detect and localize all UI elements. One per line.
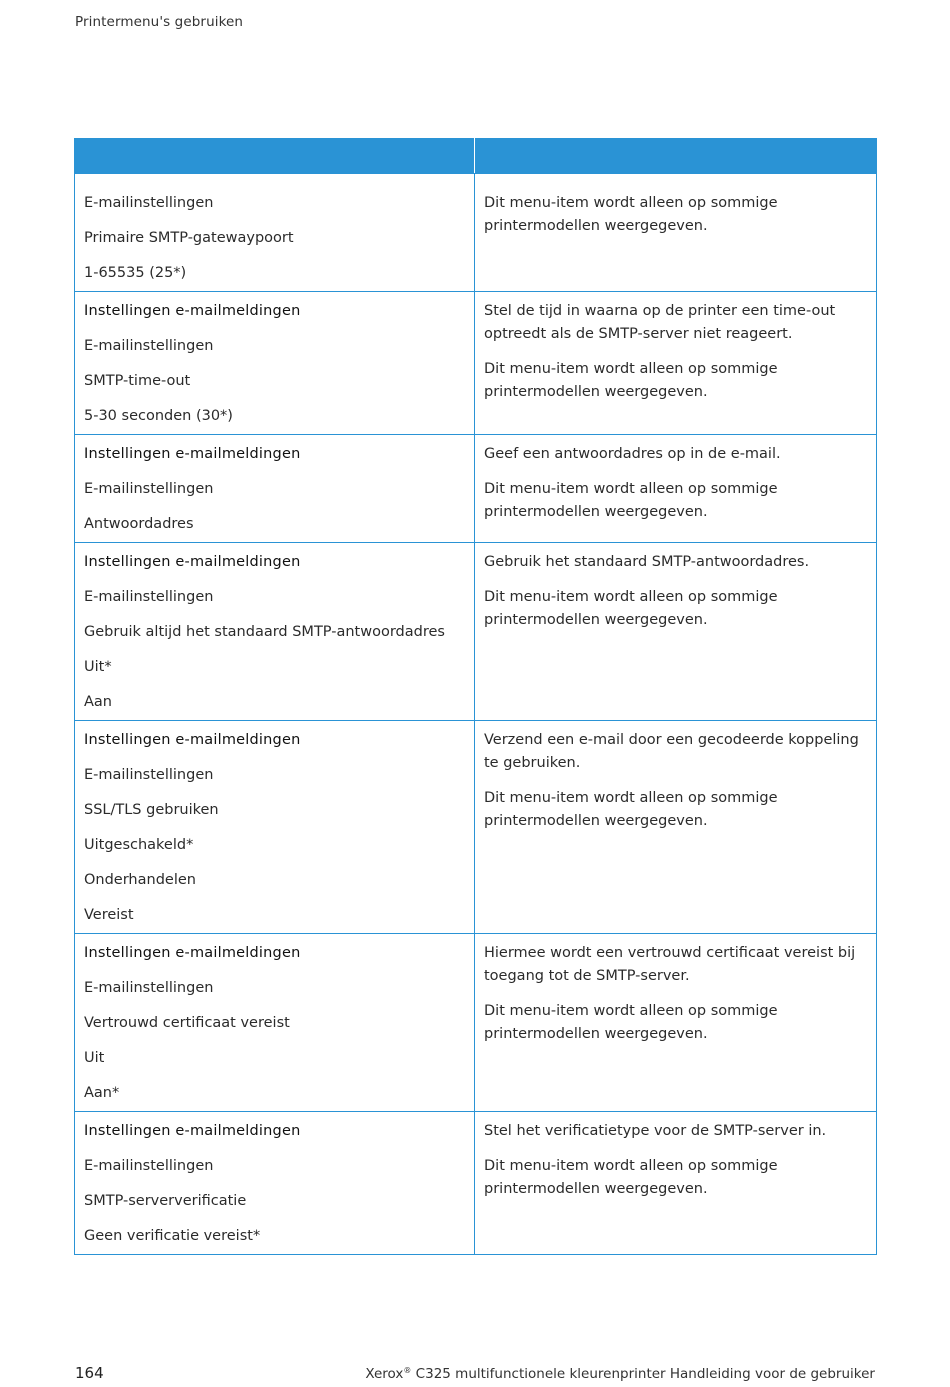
menu-path-segment: E-mailinstellingen xyxy=(84,338,214,354)
description-cell xyxy=(475,934,877,1112)
menu-setting-name: SSL/TLS gebruiken xyxy=(84,802,219,818)
table-row xyxy=(75,934,877,1112)
menu-setting-value: Vereist xyxy=(84,907,134,923)
description-note: Dit menu-item wordt alleen op sommige printermodellen weergegeven. xyxy=(484,1003,778,1042)
footer-brand: Xerox xyxy=(365,1366,404,1382)
table-header-row xyxy=(75,139,877,174)
menu-path-head: Instellingen e-mailmeldingen xyxy=(84,1123,301,1139)
menu-path-segment: E-mailinstellingen xyxy=(84,481,214,497)
menu-item-cell xyxy=(75,721,475,934)
menu-path-segment: E-mailinstellingen xyxy=(84,1158,214,1174)
menu-setting-value: Uit* xyxy=(84,659,112,675)
menu-settings-table xyxy=(74,138,877,1255)
menu-item-cell xyxy=(75,543,475,721)
description-text: Hiermee wordt een vertrouwd certificaat vereist bij toegang tot de SMTP-server. xyxy=(484,945,856,984)
description-cell xyxy=(475,543,877,721)
menu-setting-value: Onderhandelen xyxy=(84,872,196,888)
menu-setting-value: 5-30 seconden (30*) xyxy=(84,408,233,424)
description-text: Stel het verificatietype voor de SMTP-server in. xyxy=(484,1123,827,1139)
menu-setting-value: Aan xyxy=(84,694,112,710)
description-note: Dit menu-item wordt alleen op sommige printermodellen weergegeven. xyxy=(484,790,778,829)
menu-path-segment: E-mailinstellingen xyxy=(84,195,214,211)
table-row xyxy=(75,543,877,721)
table-header-description xyxy=(475,139,877,174)
description-cell xyxy=(475,1112,877,1255)
menu-path-head: Instellingen e-mailmeldingen xyxy=(84,554,301,570)
menu-setting-name: Primaire SMTP-gatewaypoort xyxy=(84,230,294,246)
description-text: Gebruik het standaard SMTP-antwoordadres. xyxy=(484,554,810,570)
menu-path-head: Instellingen e-mailmeldingen xyxy=(84,732,301,748)
page-number: 164 xyxy=(75,1364,104,1382)
description-cell xyxy=(475,721,877,934)
menu-item-cell xyxy=(75,292,475,435)
table-row xyxy=(75,435,877,543)
menu-setting-name: SMTP-time-out xyxy=(84,373,191,389)
menu-item-cell xyxy=(75,1112,475,1255)
table-row xyxy=(75,1112,877,1255)
description-note: Dit menu-item wordt alleen op sommige printermodellen weergegeven. xyxy=(484,361,778,400)
description-note: Dit menu-item wordt alleen op sommige printermodellen weergegeven. xyxy=(484,481,778,520)
menu-path-segment: E-mailinstellingen xyxy=(84,767,214,783)
menu-setting-name: Gebruik altijd het standaard SMTP-antwoordadres xyxy=(84,624,445,640)
menu-item-cell xyxy=(75,934,475,1112)
menu-path-segment: E-mailinstellingen xyxy=(84,589,214,605)
description-note: Dit menu-item wordt alleen op sommige printermodellen weergegeven. xyxy=(484,195,778,234)
menu-item-cell xyxy=(75,435,475,543)
running-header: Printermenu's gebruiken xyxy=(75,14,244,30)
menu-path-head: Instellingen e-mailmeldingen xyxy=(84,303,301,319)
table-row xyxy=(75,721,877,934)
description-cell xyxy=(475,292,877,435)
menu-path-segment: E-mailinstellingen xyxy=(84,980,214,996)
table-header-menu-item xyxy=(75,139,475,174)
running-footer xyxy=(365,1366,875,1382)
description-text: Geef een antwoordadres op in de e-mail. xyxy=(484,446,781,462)
table-row xyxy=(75,174,877,292)
menu-setting-value: 1-65535 (25*) xyxy=(84,265,187,281)
menu-setting-name: Antwoordadres xyxy=(84,516,194,532)
description-cell xyxy=(475,435,877,543)
menu-setting-name: SMTP-serververificatie xyxy=(84,1193,247,1209)
menu-path-head: Instellingen e-mailmeldingen xyxy=(84,945,301,961)
description-note: Dit menu-item wordt alleen op sommige printermodellen weergegeven. xyxy=(484,1158,778,1197)
description-text: Stel de tijd in waarna op de printer een time-out optreedt als de SMTP-server niet reageert. xyxy=(484,303,836,342)
table-row xyxy=(75,292,877,435)
menu-setting-value: Uit xyxy=(84,1050,105,1066)
menu-setting-name: Vertrouwd certificaat vereist xyxy=(84,1015,290,1031)
menu-setting-value: Uitgeschakeld* xyxy=(84,837,194,853)
footer-product-title: C325 multifunctionele kleurenprinter Handleiding voor de gebruiker xyxy=(411,1366,875,1382)
menu-setting-value: Geen verificatie vereist* xyxy=(84,1228,261,1244)
menu-path-head: Instellingen e-mailmeldingen xyxy=(84,446,301,462)
registered-trademark: ® xyxy=(403,1366,412,1375)
description-cell xyxy=(475,174,877,292)
menu-item-cell xyxy=(75,174,475,292)
description-text: Verzend een e-mail door een gecodeerde koppeling te gebruiken. xyxy=(484,732,859,771)
menu-setting-value: Aan* xyxy=(84,1085,120,1101)
description-note: Dit menu-item wordt alleen op sommige printermodellen weergegeven. xyxy=(484,589,778,628)
